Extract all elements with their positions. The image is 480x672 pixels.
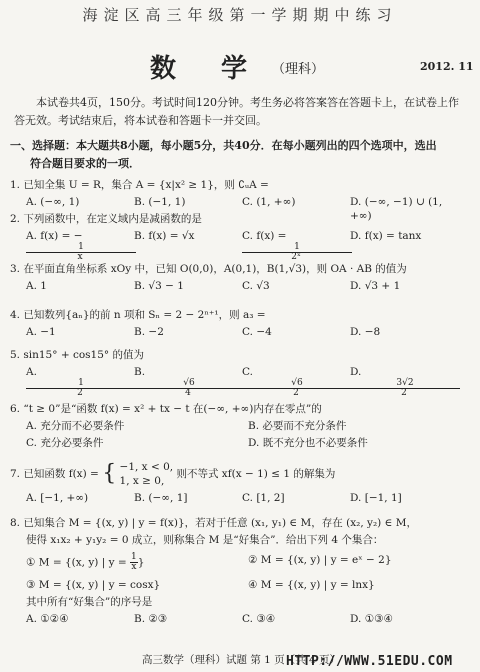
option-c bbox=[242, 365, 350, 398]
option-a-text: A. bbox=[26, 366, 37, 378]
exam-title: 海淀区高三年级第一学期期中练习 bbox=[82, 6, 398, 24]
options bbox=[26, 491, 470, 505]
option-c: C. 充分必要条件 bbox=[26, 437, 104, 449]
option-a-text: A. f(x) = − bbox=[26, 230, 83, 242]
option-c: C. (1, +∞) bbox=[242, 196, 296, 208]
option-b: B. −2 bbox=[134, 326, 164, 338]
option-c: C. √3 bbox=[242, 280, 270, 292]
option-d: D. [−1, 1] bbox=[350, 492, 402, 504]
stem-text: 7. 已知函数 f(x) = bbox=[10, 468, 99, 480]
question-stem: 1. 已知全集 U = R，集合 A = {x|x² ≥ 1}，则 ∁ᵤA = bbox=[10, 179, 269, 191]
page-footer: 高三数学（理科）试题 第 1 页（共 4 页） bbox=[142, 654, 341, 666]
option-b bbox=[134, 365, 242, 398]
option-d: D. f(x) = tanx bbox=[350, 230, 422, 242]
subject-subtitle: （理科） bbox=[272, 62, 325, 77]
options bbox=[26, 229, 470, 262]
question-ask: 其中所有“好集合”的序号是 bbox=[26, 596, 153, 608]
question-stem: 3. 在平面直角坐标系 xOy 中，已知 O(0,0)，A(0,1)，B(1,√3)，则 OA · AB 的值为 bbox=[10, 263, 407, 275]
denominator: 2ˣ bbox=[291, 252, 301, 262]
option-c-text: C. f(x) = bbox=[242, 230, 287, 242]
denominator: 2 bbox=[77, 388, 83, 398]
option-c bbox=[242, 229, 350, 262]
piece-1: −1, x < 0, bbox=[119, 461, 174, 473]
set-1 bbox=[26, 553, 248, 572]
question-6 bbox=[10, 402, 470, 450]
denominator: x bbox=[77, 252, 83, 262]
options bbox=[26, 612, 470, 626]
options bbox=[26, 419, 470, 450]
question-7 bbox=[10, 460, 470, 505]
set-1-close: } bbox=[137, 556, 145, 569]
option-b: B. ②③ bbox=[134, 613, 168, 625]
fraction bbox=[242, 379, 350, 398]
numerator: 1 bbox=[242, 243, 352, 253]
question-2 bbox=[10, 212, 470, 262]
piecewise bbox=[120, 460, 174, 488]
numerator: 1 bbox=[26, 243, 136, 253]
numerator: √6 bbox=[242, 379, 352, 389]
question-stem: 6. “t ≥ 0”是“函数 f(x) = x² + tx − t 在(−∞, +∞)内存在零点”的 bbox=[10, 403, 322, 415]
option-d: D. 既不充分也不必要条件 bbox=[248, 437, 368, 449]
set-2: ② M = {(x, y) | y = eˣ − 2} bbox=[248, 554, 392, 566]
option-a: A. −1 bbox=[26, 326, 56, 338]
question-stem-line-2: 使得 x₁x₂ + y₁y₂ = 0 成立，则称集合 M 是“好集合”．给出下列 4 个集合： bbox=[26, 534, 384, 546]
question-4 bbox=[10, 308, 470, 339]
fraction bbox=[26, 379, 134, 398]
options bbox=[26, 365, 470, 398]
stem-text-2: 则不等式 xf(x − 1) ≤ 1 的解集为 bbox=[176, 468, 336, 480]
piece-2: 1, x ≥ 0, bbox=[119, 475, 165, 487]
watermark-url: HTTP://WWW.51EDU.COM bbox=[286, 654, 453, 669]
option-b: B. 必要而不充分条件 bbox=[248, 420, 347, 432]
option-d: D. (−∞, −1) ∪ (1, +∞) bbox=[350, 196, 443, 222]
option-c: C. [1, 2] bbox=[242, 492, 285, 504]
set-list bbox=[26, 553, 470, 592]
option-a: A. 1 bbox=[26, 280, 47, 292]
option-c: C. −4 bbox=[242, 326, 272, 338]
option-d bbox=[350, 365, 458, 398]
option-c: C. ③④ bbox=[242, 613, 276, 625]
options bbox=[26, 325, 470, 339]
question-stem: 5. sin15° + cos15° 的值为 bbox=[10, 349, 144, 361]
fraction bbox=[26, 243, 134, 262]
option-b: B. f(x) = √x bbox=[134, 230, 195, 242]
section-heading bbox=[10, 137, 470, 173]
question-8 bbox=[10, 516, 470, 626]
brace: { bbox=[102, 461, 117, 486]
option-a bbox=[26, 229, 134, 262]
subject-name: 数 学 bbox=[150, 54, 266, 84]
numerator: 1 bbox=[26, 379, 136, 389]
question-stem-line-1: 8. 已知集合 M = {(x, y) | y = f(x)}，若对于任意 (x₁, y₁) ∈ M，存在 (x₂, y₂) ∈ M， bbox=[10, 517, 417, 529]
option-d-text: D. bbox=[350, 366, 362, 378]
question-5 bbox=[10, 348, 470, 398]
option-c-text: C. bbox=[242, 366, 253, 378]
option-a: A. (−∞, 1) bbox=[26, 196, 80, 208]
set-1-text: ① M = {(x, y) | y = bbox=[26, 556, 130, 569]
set-3: ③ M = {(x, y) | y = cosx} bbox=[26, 579, 161, 591]
option-b-text: B. bbox=[134, 366, 146, 378]
option-a: A. [−1, +∞) bbox=[26, 492, 89, 504]
set-4: ④ M = {(x, y) | y = lnx} bbox=[248, 579, 375, 591]
question-stem: 2. 下列函数中，在定义域内是减函数的是 bbox=[10, 213, 202, 225]
fraction bbox=[130, 553, 138, 572]
question-stem: 4. 已知数列{aₙ}的前 n 项和 Sₙ = 2 − 2ⁿ⁺¹，则 a₃ = bbox=[10, 309, 266, 321]
option-b: B. √3 − 1 bbox=[134, 280, 184, 292]
exam-date: 2012. 11 bbox=[420, 60, 474, 73]
instructions: 本试卷共4页，150分。考试时间120分钟。考生务必将答案答在答题卡上，在试卷上作答无效。考试结束后，将本试卷和答题卡一并交回。 bbox=[14, 96, 459, 127]
denominator: x bbox=[131, 562, 137, 572]
option-a: A. 充分而不必要条件 bbox=[26, 420, 125, 432]
fraction bbox=[350, 379, 458, 398]
option-a: A. ①②④ bbox=[26, 613, 69, 625]
options bbox=[26, 279, 470, 293]
fraction bbox=[242, 243, 350, 262]
question-3 bbox=[10, 262, 470, 293]
option-d: D. ①③④ bbox=[350, 613, 393, 625]
denominator: 2 bbox=[293, 388, 299, 398]
question-stem bbox=[10, 460, 470, 488]
denominator: 2 bbox=[401, 388, 407, 398]
section-line-1: 一、选择题：本大题共8小题，每小题5分，共40分．在每小题列出的四个选项中，选出 bbox=[10, 139, 437, 152]
numerator: √6 bbox=[134, 379, 244, 389]
option-b: B. (−∞, 1] bbox=[134, 492, 188, 504]
option-d: D. √3 + 1 bbox=[350, 280, 401, 292]
fraction bbox=[134, 379, 242, 398]
numerator: 1 bbox=[131, 552, 137, 562]
denominator: 4 bbox=[185, 388, 191, 398]
option-a bbox=[26, 365, 134, 398]
option-d: D. −8 bbox=[350, 326, 381, 338]
option-b: B. (−1, 1) bbox=[134, 196, 186, 208]
numerator: 3√2 bbox=[350, 379, 460, 389]
section-line-2: 符合题目要求的一项． bbox=[30, 157, 140, 170]
